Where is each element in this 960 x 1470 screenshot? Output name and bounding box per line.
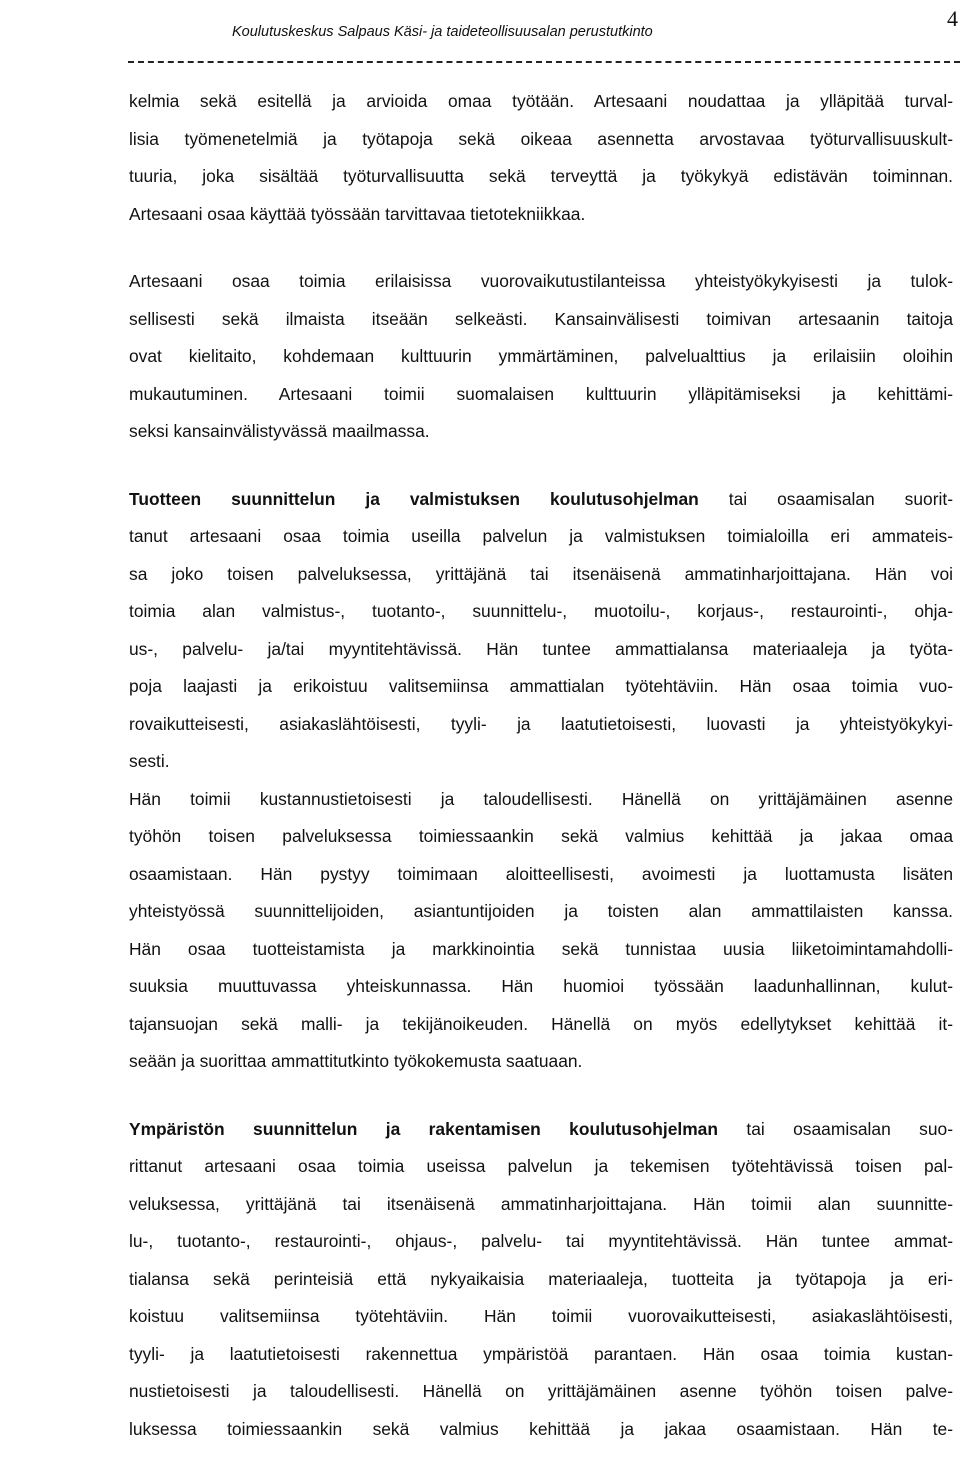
- text-fragment: tai osaamisalan suorit-: [698, 488, 953, 509]
- document-body: [129, 83, 953, 1448]
- running-header-title: Koulutuskeskus Salpaus Käsi- ja taideteollisuusalan perustutkinto: [232, 24, 653, 40]
- text-line: työhön toisen palveluksessa toimiessaankin sekä valmius kehittää ja jakaa omaa: [129, 826, 953, 846]
- text-line: koistuu valitsemiinsa työtehtäviin. Hän toimii vuorovaikutteisesti, asiakaslähtöisesti,: [129, 1306, 953, 1326]
- text-line: Hän toimii kustannustietoisesti ja taloudellisesti. Hänellä on yrittäjämäinen asenne: [129, 788, 953, 809]
- page-number: 4: [947, 6, 958, 31]
- text-line: mukautuminen. Artesaani toimii suomalaisen kulttuurin ylläpitämiseksi ja kehittämi-: [129, 383, 953, 404]
- text-line: tanut artesaani osaa toimia useilla palvelun ja valmistuksen toimialoilla eri ammateis-: [129, 526, 953, 546]
- paragraph-environment-design-programme: [129, 1111, 953, 1449]
- text-line: [129, 481, 953, 519]
- paragraph-interaction-skills: [129, 263, 953, 451]
- text-line: kelmia sekä esitellä ja arvioida omaa työtään. Artesaani noudattaa ja ylläpitää turval-: [129, 91, 953, 111]
- text-line: tajansuojan sekä malli- ja tekijänoikeuden. Hänellä on myös edellytykset kehittää it-: [129, 1013, 953, 1034]
- text-line: Hän osaa tuotteistamista ja markkinointia sekä tunnistaa uusia liiketoimintamahdolli-: [129, 938, 953, 959]
- text-line: suuksia muuttuvassa yhteiskunnassa. Hän huomioi työssään laadunhallinnan, kulut-: [129, 976, 953, 996]
- text-line: rovaikutteisesti, asiakaslähtöisesti, tyyli- ja laatutietoisesti, luovasti ja yhteistyökykyi-: [129, 713, 953, 734]
- text-line: yhteistyössä suunnittelijoiden, asiantuntijoiden ja toisten alan ammattilaisten kanssa.: [129, 901, 953, 921]
- text-line: Artesaani osaa toimia erilaisissa vuorovaikutustilanteissa yhteistyökykyisesti ja tulok-: [129, 271, 953, 291]
- text-line: veluksessa, yrittäjänä tai itsenäisenä ammatinharjoittajana. Hän toimii alan suunnitte-: [129, 1193, 953, 1214]
- text-line: tialansa sekä perinteisiä että nykyaikaisia materiaaleja, tuotteita ja työtapoja ja eri-: [129, 1268, 953, 1289]
- text-line: luksessa toimiessaankin sekä valmius kehittää ja jakaa osaamistaan. Hän te-: [129, 1418, 953, 1439]
- text-line: [129, 1111, 953, 1149]
- programme-name-product-design: Tuotteen suunnittelun ja valmistuksen koulutusohjelman: [129, 488, 699, 509]
- text-line: ovat kielitaito, kohdemaan kulttuurin ymmärtäminen, palvelualttius ja erilaisiin oloihin: [129, 346, 953, 366]
- text-line: Artesaani osaa käyttää työssään tarvittavaa tietotekniikkaa.: [129, 203, 586, 224]
- text-line: tyyli- ja laatutietoisesti rakennettua ympäristöä parantaen. Hän osaa toimia kustan-: [129, 1343, 953, 1364]
- text-line: sesti.: [129, 751, 170, 771]
- text-line: nustietoisesti ja taloudellisesti. Hänellä on yrittäjämäinen asenne työhön toisen palve-: [129, 1381, 953, 1401]
- text-line: lisia työmenetelmiä ja työtapoja sekä oikeaa asennetta arvostavaa työturvallisuuskult-: [129, 128, 953, 149]
- text-line: lu-, tuotanto-, restaurointi-, ohjaus-, palvelu- tai myyntitehtävissä. Hän tuntee ammat-: [129, 1231, 953, 1251]
- programme-name-environment-design: Ympäristön suunnittelun ja rakentamisen koulutusohjelman: [129, 1118, 718, 1139]
- text-line: sa joko toisen palveluksessa, yrittäjänä tai itsenäisenä ammatinharjoittajana. Hän voi: [129, 563, 953, 584]
- text-line: tuuria, joka sisältää työturvallisuutta sekä terveyttä ja työkykyä edistävän toiminnan.: [129, 166, 953, 186]
- text-line: rittanut artesaani osaa toimia useissa palvelun ja tekemisen työtehtävissä toisen pal-: [129, 1156, 953, 1176]
- text-line: us-, palvelu- ja/tai myyntitehtävissä. Hän tuntee ammattialansa materiaaleja ja työta-: [129, 638, 953, 659]
- text-line: sellisesti sekä ilmaista itseään selkeästi. Kansainvälisesti toimivan artesaanin taitoja: [129, 308, 953, 329]
- paragraph-work-safety: [129, 83, 953, 233]
- text-line: seään ja suorittaa ammattitutkinto työkokemusta saatuaan.: [129, 1051, 583, 1071]
- text-line: osaamistaan. Hän pystyy toimimaan aloitteellisesti, avoimesti ja luottamusta lisäten: [129, 863, 953, 884]
- paragraph-product-design-programme: [129, 481, 953, 1081]
- text-line: seksi kansainvälistyvässä maailmassa.: [129, 421, 430, 441]
- header-divider: [128, 61, 960, 63]
- text-line: poja laajasti ja erikoistuu valitsemiinsa ammattialan työtehtäviin. Hän osaa toimia vuo-: [129, 676, 953, 696]
- text-fragment: tai osaamisalan suo-: [717, 1118, 953, 1139]
- text-line: toimia alan valmistus-, tuotanto-, suunnittelu-, muotoilu-, korjaus-, restaurointi-, ohja-: [129, 601, 953, 621]
